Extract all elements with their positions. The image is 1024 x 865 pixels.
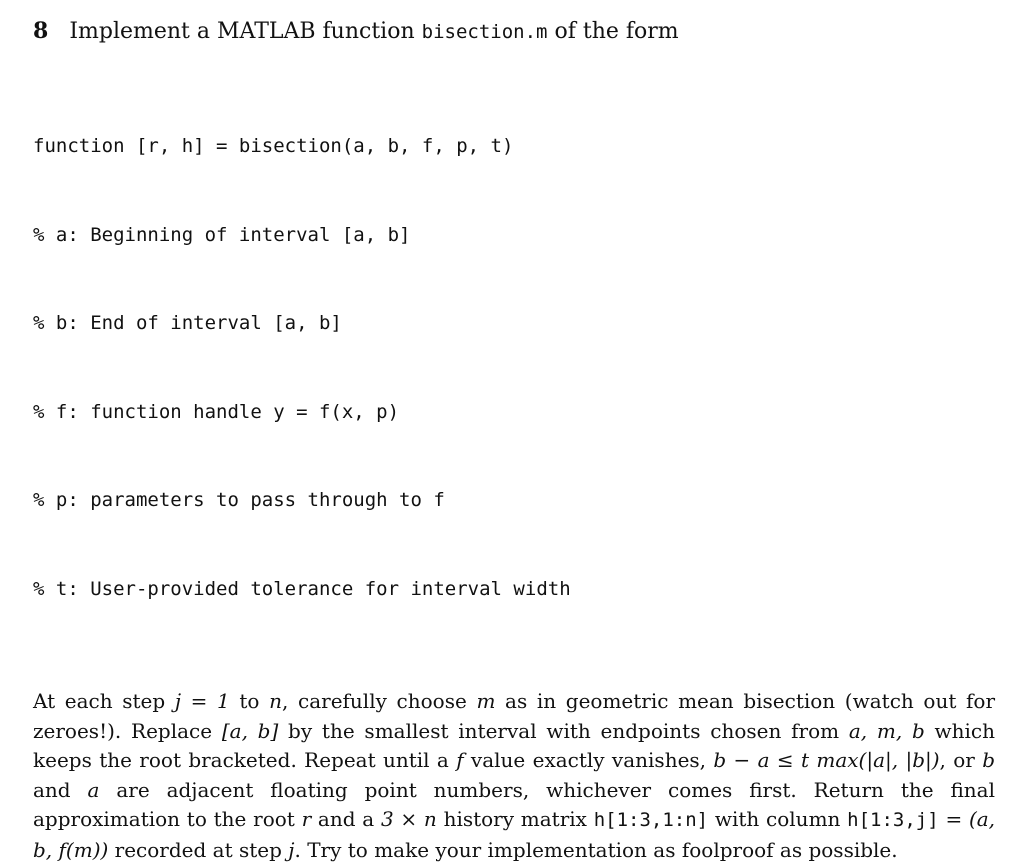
text-fragment: , or: [939, 748, 983, 772]
math-n: n: [269, 689, 283, 713]
text-fragment: to: [229, 689, 270, 713]
math-interval: [a, b]: [221, 718, 279, 743]
text-fragment: by the smallest interval with endpoints chosen from: [278, 718, 849, 743]
math-f: f: [456, 748, 464, 772]
math-column-values: = (a, b, f(m)): [33, 807, 996, 862]
code-line-function-signature: function [r, h] = bisection(a, b, f, p, t): [33, 135, 514, 157]
math-r: r: [301, 807, 312, 831]
code-line-comment-f: % f: function handle y = f(x, p): [33, 400, 400, 423]
instruction-paragraph: [33, 687, 995, 865]
document-page: [33, 14, 995, 865]
text-fragment: history matrix: [436, 807, 594, 831]
function-filename: bisection.m: [421, 21, 548, 43]
code-line-comment-t: % t: User-provided tolerance for interval width: [33, 577, 571, 600]
problem-heading: [33, 14, 995, 49]
text-fragment: value exactly vanishes,: [463, 748, 714, 772]
math-tolerance-condition: b − a ≤ t max(|a|, |b|): [713, 748, 940, 772]
text-fragment: recorded at step: [108, 837, 289, 862]
math-j-equals-1: j = 1: [174, 689, 230, 713]
code-line-comment-a: % a: Beginning of interval [a, b]: [33, 223, 411, 246]
text-fragment: and a: [311, 807, 381, 831]
math-b: b: [982, 748, 996, 772]
code-block: [33, 73, 995, 663]
problem-suffix: of the form: [554, 19, 679, 44]
text-fragment: , carefully choose: [282, 689, 477, 713]
text-fragment: which keeps the root bracketed. Repeat until a: [33, 718, 996, 772]
text-fragment: At each step: [33, 689, 175, 713]
problem-number: 8: [33, 18, 49, 44]
math-endpoints: a, m, b: [848, 718, 925, 743]
text-fragment: and: [33, 777, 88, 802]
code-line-comment-b: % b: End of interval [a, b]: [33, 312, 342, 334]
text-fragment: are adjacent floating point numbers, whichever comes first. Return the final approximation to the root: [33, 777, 996, 831]
code-line-comment-p: % p: parameters to pass through to f: [33, 489, 445, 511]
text-fragment: . Try to make your implementation as foolproof as possible.: [294, 837, 898, 862]
code-history-matrix: h[1:3,1:n]: [593, 809, 709, 831]
text-fragment: with column: [708, 807, 848, 831]
math-m: m: [476, 689, 496, 713]
math-a: a: [87, 777, 100, 802]
code-history-column: h[1:3,j]: [847, 809, 939, 831]
math-j: j: [288, 837, 295, 862]
math-history-size: 3 × n: [380, 807, 437, 831]
problem-prefix: Implement a MATLAB function: [69, 19, 415, 44]
text-fragment: as in geometric mean bisection (watch out for zeroes!). Replace: [33, 689, 996, 743]
